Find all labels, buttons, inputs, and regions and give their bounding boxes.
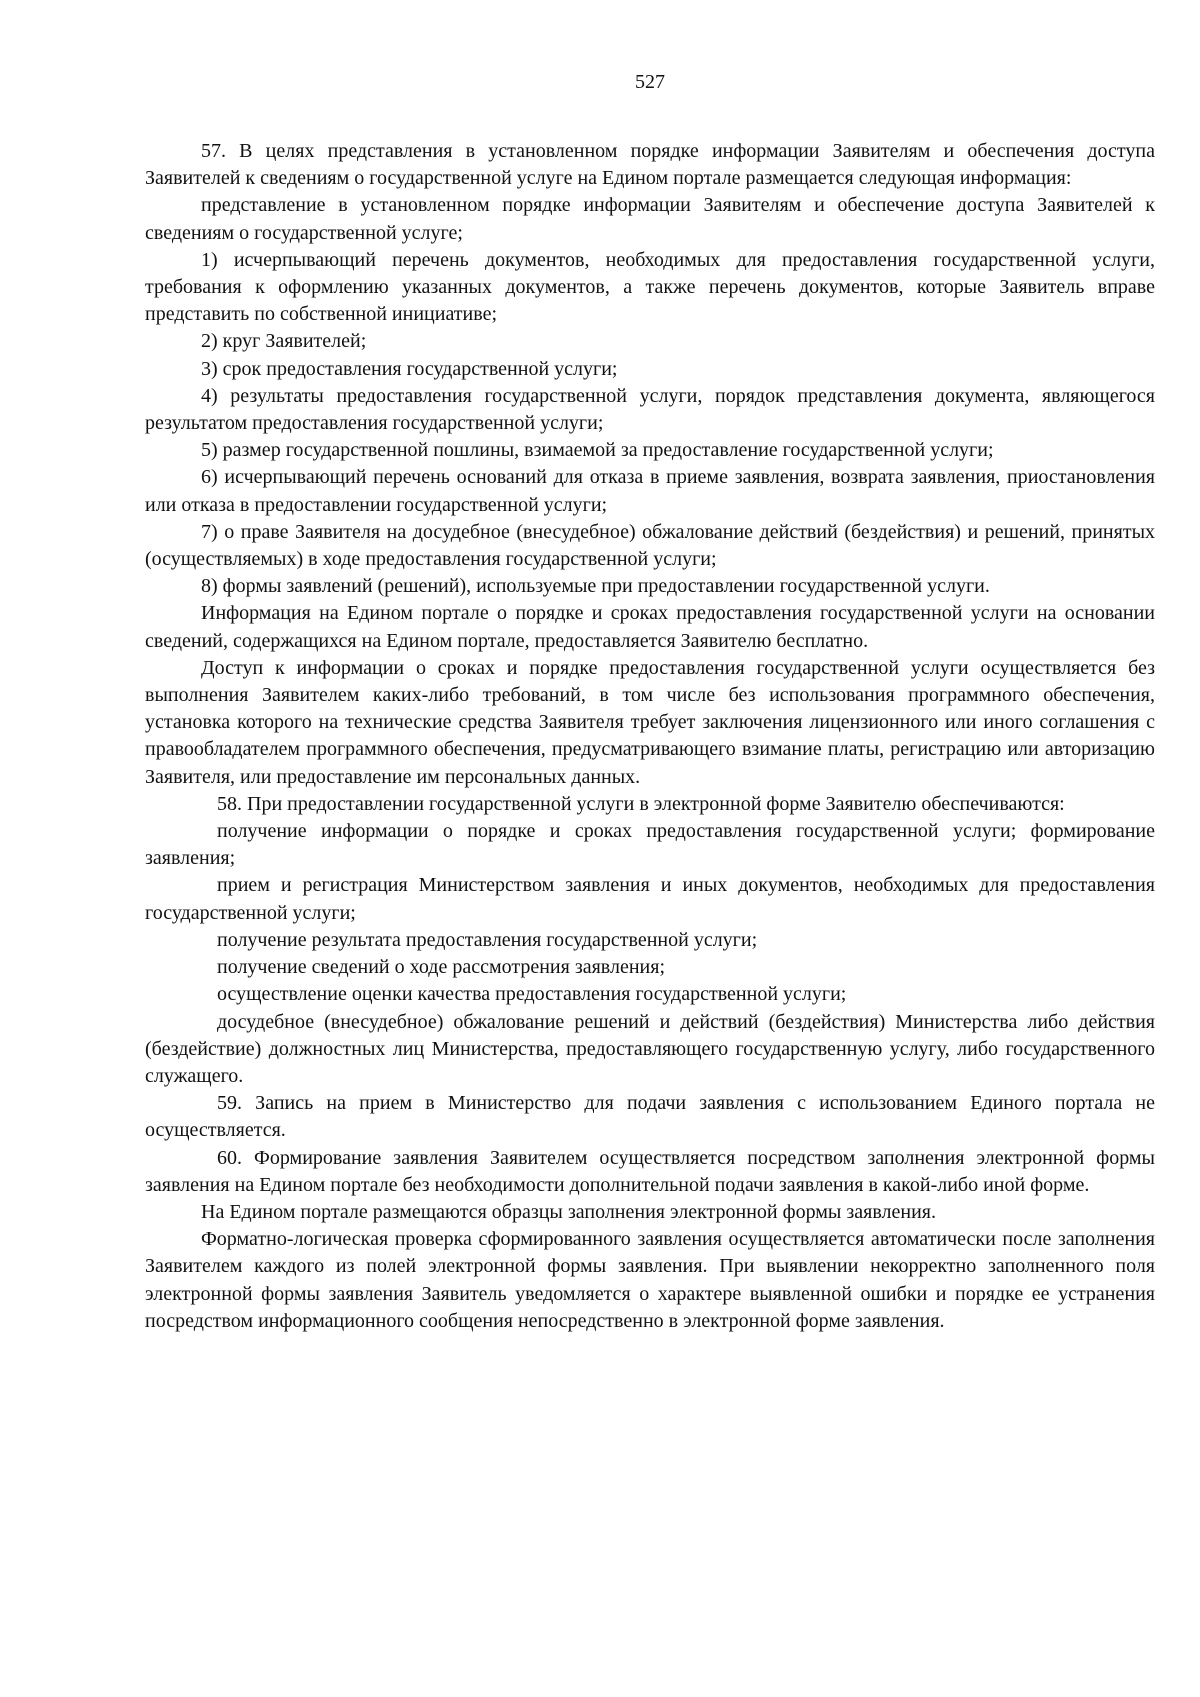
list-item: 1) исчерпывающий перечень документов, необходимых для предоставления государственной услуги, требования к оформлению указанных документов, а также перечень документов, которые Заявитель вправе представить по собственной инициативе; bbox=[145, 248, 1155, 326]
list-item: получение информации о порядке и сроках предоставления государственной услуги; формирование заявления; bbox=[145, 820, 1155, 870]
list-item: 3) срок предоставления государственной услуги; bbox=[201, 357, 618, 380]
list-item: 4) результаты предоставления государственной услуги, порядок представления документа, являющегося результатом предоставления государственной услуги; bbox=[145, 384, 1155, 435]
paragraph: Информация на Едином портале о порядке и сроках предоставления государственной услуги на основании сведений, содержащихся на Едином портале, предоставляется Заявителю бесплатно. bbox=[145, 602, 1155, 652]
page-number: 527 bbox=[635, 71, 665, 93]
paragraph: Доступ к информации о сроках и порядке предоставления государственной услуги осуществляется без выполнения Заявителем каких-либо требований, в том числе без использования программного обеспечения, установка которого на технические средства Заявителя требует заключения лицензионного или иного соглашения с правообладателем программного обеспечения, предусматривающего взимание платы, регистрацию или авторизацию Заявителя, или предоставление им персональных данных. bbox=[145, 656, 1155, 788]
list-item: досудебное (внесудебное) обжалование решений и действий (бездействия) Министерства либо действия (бездействие) должностных лиц Министерства, предоставляющего государственную услугу, либо государственного служащего. bbox=[145, 1010, 1155, 1087]
list-item: 7) о праве Заявителя на досудебное (внесудебное) обжалование действий (бездействия) и решений, принятых (осуществляемых) в ходе предоставления государственной услуги; bbox=[145, 520, 1155, 571]
paragraph: На Едином портале размещаются образцы заполнения электронной формы заявления. bbox=[201, 1200, 936, 1223]
paragraph: Форматно-логическая проверка сформированного заявления осуществляется автоматически после заполнения Заявителем каждого из полей электронной формы заявления. При выявлении некорректно заполненного поля электронной формы заявления Заявитель уведомляется о характере выявленной ошибки и порядке ее устранения посредством информационного сообщения непосредственно в электронной форме заявления. bbox=[145, 1228, 1155, 1332]
paragraph: 58. При предоставлении государственной услуги в электронной форме Заявителю обеспечиваются: bbox=[217, 792, 1065, 815]
paragraph: 59. Запись на прием в Министерство для подачи заявления с использованием Единого портала не осуществляется. bbox=[145, 1092, 1155, 1142]
paragraph: представление в установленном порядке информации Заявителям и обеспечение доступа Заявителей к сведениям о государственной услуге; bbox=[145, 194, 1155, 244]
list-item: 5) размер государственной пошлины, взимаемой за предоставление государственной услуги; bbox=[201, 439, 994, 462]
document-body bbox=[145, 138, 1155, 1335]
paragraph: 60. Формирование заявления Заявителем осуществляется посредством заполнения электронной формы заявления на Едином портале без необходимости дополнительной подачи заявления в какой-либо иной форме. bbox=[145, 1146, 1155, 1196]
list-item: 6) исчерпывающий перечень оснований для отказа в приеме заявления, возврата заявления, приостановления или отказа в предоставлении государственной услуги; bbox=[145, 466, 1155, 516]
list-item: прием и регистрация Министерством заявления и иных документов, необходимых для предоставления государственной услуги; bbox=[145, 874, 1155, 924]
list-item: получение сведений о ходе рассмотрения заявления; bbox=[217, 956, 665, 979]
list-item: 2) круг Заявителей; bbox=[201, 330, 367, 353]
list-item: получение результата предоставления государственной услуги; bbox=[217, 928, 758, 951]
list-item: осуществление оценки качества предоставления государственной услуги; bbox=[217, 983, 847, 1006]
list-item: 8) формы заявлений (решений), используемые при предоставлении государственной услуги. bbox=[201, 575, 990, 598]
paragraph: 57. В целях представления в установленном порядке информации Заявителям и обеспечения доступа Заявителей к сведениям о государственной услуге на Едином портале размещается следующая информация: bbox=[145, 140, 1155, 190]
